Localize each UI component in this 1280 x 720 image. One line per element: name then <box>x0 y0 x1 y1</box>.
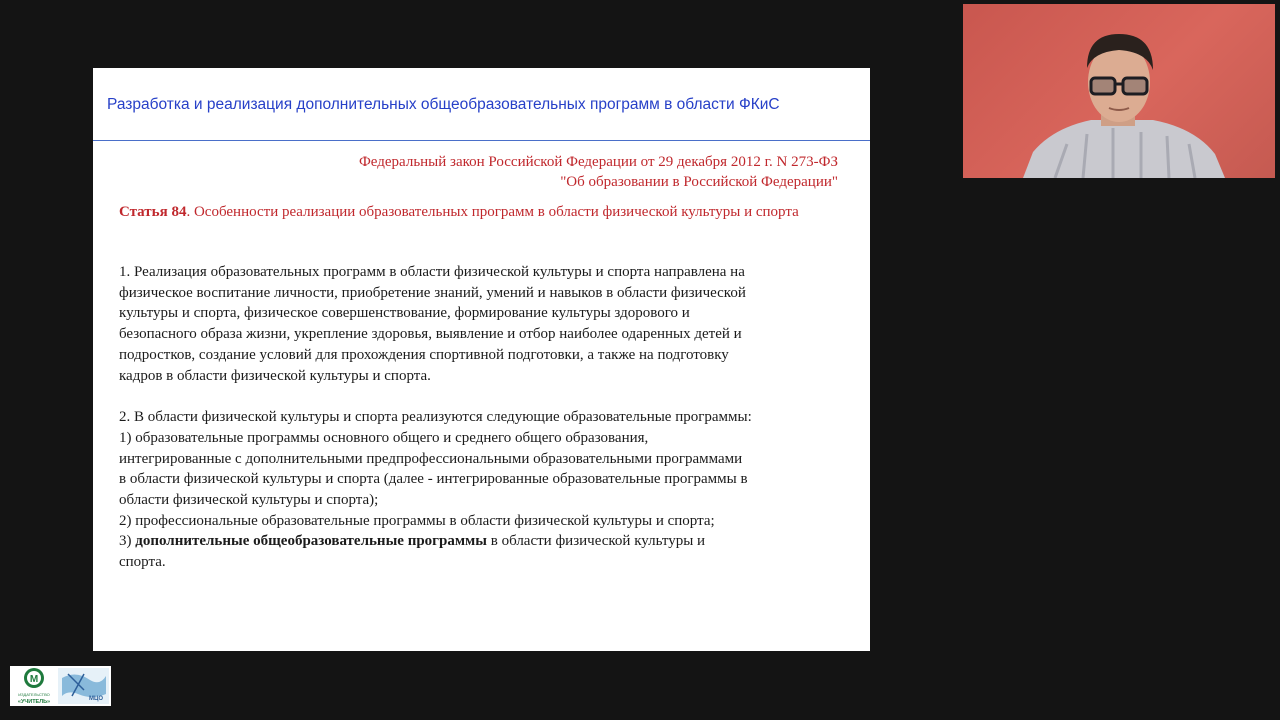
webcam-video <box>963 4 1275 178</box>
logo-caption: «УЧИТЕЛЬ» <box>17 699 51 705</box>
slide-body <box>119 262 859 594</box>
slide-title: Разработка и реализация дополнительных общеобразовательных программ в области ФКиС <box>107 96 780 113</box>
list-item-3-end: спорта. <box>119 554 166 571</box>
presenter-figure <box>963 4 1275 178</box>
logo-mark: М <box>29 674 39 685</box>
paragraph-1-line: кадров в области физической культуры и спорта. <box>119 367 431 384</box>
list-item-3-prefix: 3) <box>119 533 136 550</box>
list-item-3 <box>119 531 859 552</box>
list-item-1-line: 1) образовательные программы основного общего и среднего общего образования, <box>119 429 649 446</box>
paragraph-1-line: культуры и спорта, физическое совершенствование, формирование культуры здорового и <box>119 305 690 322</box>
article-heading <box>119 202 854 222</box>
logo-caption-small: ИЗДАТЕЛЬСТВО <box>18 692 50 697</box>
list-item-1-line: в области физической культуры и спорта (далее - интегрированные образовательные программы в <box>119 471 748 488</box>
law-reference-line-2: "Об образовании в Российской Федерации" <box>560 174 838 190</box>
paragraph-2 <box>119 407 859 573</box>
paragraph-1-line: 1. Реализация образовательных программ в области физической культуры и спорта направлена на <box>119 264 745 280</box>
article-label: Статья 84 <box>119 204 187 220</box>
paragraph-1-line: подростков, создание условий для прохождения спортивной подготовки, а также на подготовку <box>119 346 729 363</box>
list-item-1-line: области физической культуры и спорта); <box>119 492 379 509</box>
logo-right-text: МЦО <box>88 696 104 702</box>
publisher-logo <box>10 666 111 706</box>
list-item-2: 2) профессиональные образовательные программы в области физической культуры и спорта; <box>119 512 715 529</box>
slide-title-bar <box>93 68 870 141</box>
law-reference-line-1: Федеральный закон Российской Федерации от 29 декабря 2012 г. N 273-ФЗ <box>358 154 838 170</box>
law-reference <box>238 152 838 192</box>
list-item-1-line: интегрированные с дополнительными предпрофессиональными образовательными программами <box>119 450 743 467</box>
paragraph-1 <box>119 262 859 386</box>
paragraph-1-line: безопасного образа жизни, укрепление здоровья, выявление и отбор наиболее одаренных детей и <box>119 326 742 343</box>
paragraph-2-intro: 2. В области физической культуры и спорта реализуются следующие образовательные программы: <box>119 409 752 426</box>
list-item-3-rest: в области физической культуры и <box>486 533 706 550</box>
article-title: . Особенности реализации образовательных программ в области физической культуры и спорта <box>186 204 799 220</box>
presentation-slide <box>93 68 870 651</box>
list-item-3-bold: дополнительные общеобразовательные программы <box>135 533 487 550</box>
paragraph-1-line: физическое воспитание личности, приобретение знаний, умений и навыков в области физической <box>119 284 746 301</box>
logo-graphic <box>10 666 111 706</box>
